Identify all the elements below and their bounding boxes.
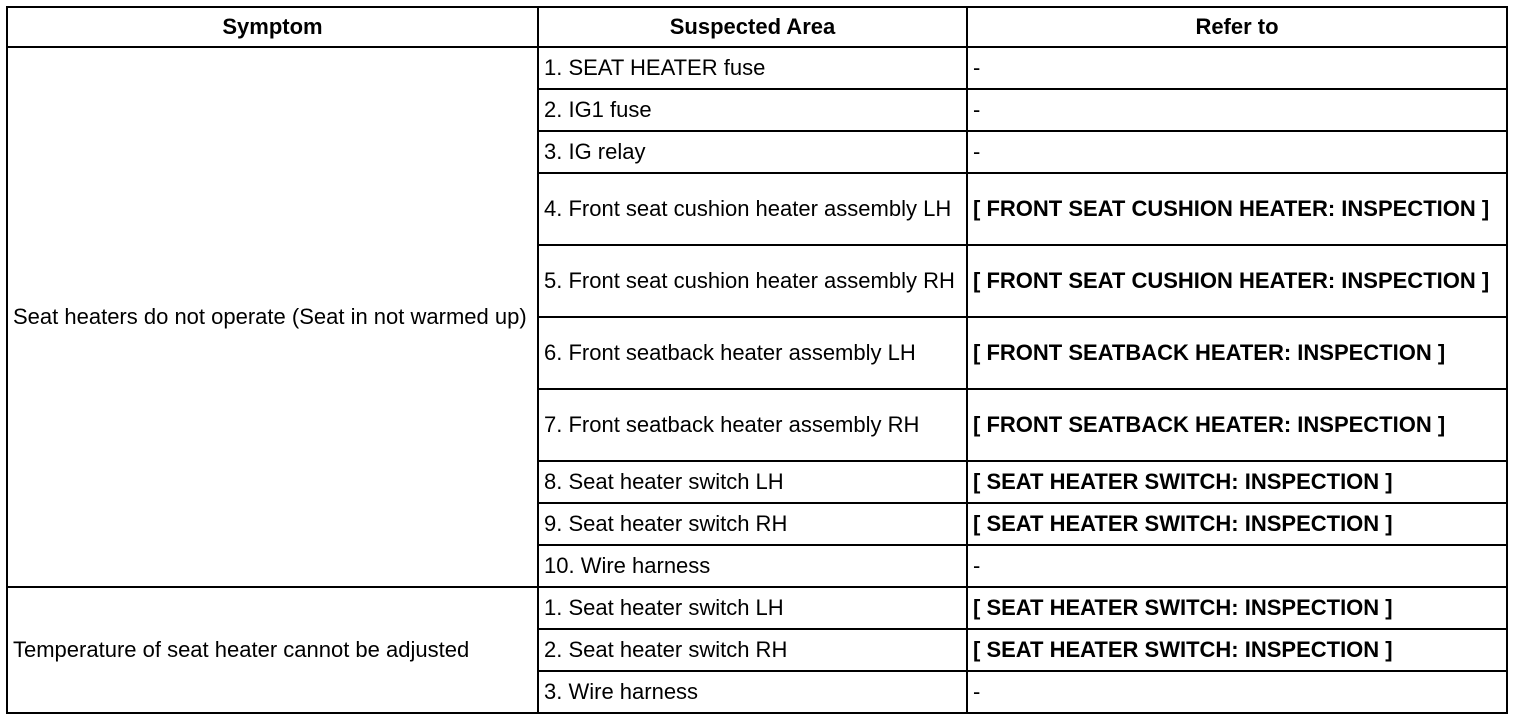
refer-to-link[interactable]: [ SEAT HEATER SWITCH: INSPECTION ]	[967, 629, 1507, 671]
refer-to-cell: -	[967, 47, 1507, 89]
suspected-area-cell: 8. Seat heater switch LH	[538, 461, 967, 503]
troubleshooting-table	[6, 6, 1508, 714]
suspected-area-cell: 2. Seat heater switch RH	[538, 629, 967, 671]
refer-to-cell: -	[967, 545, 1507, 587]
suspected-area-cell: 2. IG1 fuse	[538, 89, 967, 131]
table-row	[7, 587, 1507, 629]
suspected-area-cell: 9. Seat heater switch RH	[538, 503, 967, 545]
header-symptom: Symptom	[7, 7, 538, 47]
suspected-area-cell: 1. SEAT HEATER fuse	[538, 47, 967, 89]
symptom-cell: Seat heaters do not operate (Seat in not warmed up)	[7, 47, 538, 587]
refer-to-link[interactable]: [ SEAT HEATER SWITCH: INSPECTION ]	[967, 587, 1507, 629]
refer-to-link[interactable]: [ FRONT SEAT CUSHION HEATER: INSPECTION ]	[967, 173, 1507, 245]
troubleshooting-table-container	[6, 6, 1508, 714]
suspected-area-cell: 6. Front seatback heater assembly LH	[538, 317, 967, 389]
header-row	[7, 7, 1507, 47]
header-suspected-area: Suspected Area	[538, 7, 967, 47]
refer-to-cell: -	[967, 131, 1507, 173]
symptom-cell: Temperature of seat heater cannot be adjusted	[7, 587, 538, 713]
suspected-area-cell: 3. Wire harness	[538, 671, 967, 713]
suspected-area-cell: 4. Front seat cushion heater assembly LH	[538, 173, 967, 245]
suspected-area-cell: 3. IG relay	[538, 131, 967, 173]
refer-to-cell: -	[967, 89, 1507, 131]
refer-to-link[interactable]: [ SEAT HEATER SWITCH: INSPECTION ]	[967, 461, 1507, 503]
refer-to-link[interactable]: [ FRONT SEATBACK HEATER: INSPECTION ]	[967, 317, 1507, 389]
suspected-area-cell: 1. Seat heater switch LH	[538, 587, 967, 629]
suspected-area-cell: 5. Front seat cushion heater assembly RH	[538, 245, 967, 317]
refer-to-link[interactable]: [ FRONT SEAT CUSHION HEATER: INSPECTION ]	[967, 245, 1507, 317]
refer-to-link[interactable]: [ FRONT SEATBACK HEATER: INSPECTION ]	[967, 389, 1507, 461]
suspected-area-cell: 7. Front seatback heater assembly RH	[538, 389, 967, 461]
refer-to-link[interactable]: [ SEAT HEATER SWITCH: INSPECTION ]	[967, 503, 1507, 545]
refer-to-cell: -	[967, 671, 1507, 713]
header-refer-to: Refer to	[967, 7, 1507, 47]
table-row	[7, 47, 1507, 89]
suspected-area-cell: 10. Wire harness	[538, 545, 967, 587]
